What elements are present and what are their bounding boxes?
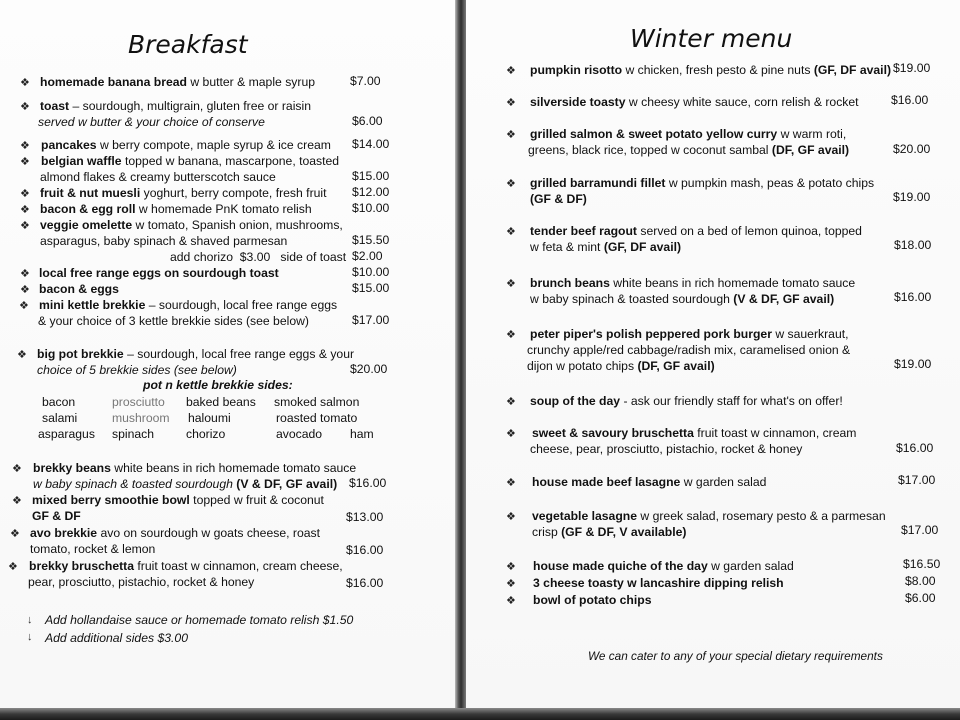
menu-item: fruit & nut muesli yoghurt, berry compote, fresh fruit [40,186,327,200]
menu-item: grilled barramundi fillet w pumpkin mash, peas & potato chips [530,176,875,190]
item-price: $16.00 [891,93,929,107]
bullet-icon: ❖ [506,511,516,523]
item-price: $6.00 [352,114,383,128]
dietary-note: We can cater to any of your special dietary requirements [588,649,883,663]
item-desc: pear, prosciutto, pistachio, rocket & honey [28,575,255,589]
menu-item: silverside toasty w cheesy white sauce, corn relish & rocket [530,95,859,109]
menu-item: mini kettle brekkie – sourdough, local free range eggs [39,298,338,312]
bullet-icon: ❖ [506,595,516,607]
bullet-icon: ❖ [20,284,30,296]
item-price: $17.00 [898,473,936,487]
table-edge [0,708,960,720]
bullet-icon: ❖ [20,204,30,216]
side-item: chorizo [186,427,226,441]
item-desc: w baby spinach & toasted sourdough (V & DF, GF avail) [530,292,835,306]
item-price: $16.00 [346,576,384,590]
item-desc: (GF & DF) [530,192,587,206]
menu-item: big pot brekkie – sourdough, local free range eggs & your [37,347,355,361]
side-item: prosciutto [112,395,165,409]
bullet-icon: ❖ [506,129,516,141]
bullet-icon: ❖ [506,561,516,573]
menu-item: house made quiche of the day w garden salad [533,559,794,573]
item-desc: greens, black rice, topped w coconut sambal (DF, GF avail) [528,143,850,157]
bullet-icon: ❖ [19,300,29,312]
item-price: $10.00 [352,265,390,279]
winter-menu-title: Winter menu [630,24,793,53]
item-desc: almond flakes & creamy butterscotch sauce [40,170,276,184]
bullet-icon: ❖ [10,528,20,540]
bullet-icon: ❖ [20,188,30,200]
bullet-icon: ❖ [506,65,516,77]
item-desc: choice of 5 brekkie sides (see below) [37,363,237,377]
item-price: $17.00 [901,523,939,537]
side-item: ham [350,427,374,441]
menu-item: pumpkin risotto w chicken, fresh pesto & pine nuts (GF, DF avail) [530,63,892,77]
item-price: $16.00 [894,290,932,304]
bullet-icon: ❖ [506,396,516,408]
item-desc: GF & DF [32,509,81,523]
menu-item: mixed berry smoothie bowl topped w fruit & coconut [32,493,324,507]
item-price: $14.00 [352,137,390,151]
item-price: $15.50 [352,233,390,247]
item-price: $17.00 [352,313,390,327]
menu-item: bacon & eggs [39,282,119,296]
bullet-icon: ❖ [12,495,22,507]
bullet-icon: ❖ [12,463,22,475]
item-desc: w baby spinach & toasted sourdough (V & DF, GF avail) [33,477,338,491]
bullet-icon: ❖ [20,156,30,168]
menu-item: soup of the day - ask our friendly staff for what's on offer! [530,394,843,408]
menu-item: veggie omelette w tomato, Spanish onion, mushrooms, [40,218,343,232]
menu-item: sweet & savoury bruschetta fruit toast w cinnamon, cream [532,426,857,440]
side-item: baked beans [186,395,256,409]
bullet-icon: ❖ [20,268,30,280]
bullet-icon: ❖ [8,561,18,573]
item-price: $2.00 [352,249,383,263]
winter-menu-page [466,0,960,708]
side-item: salami [42,411,78,425]
menu-item: bowl of potato chips [533,593,652,607]
menu-item: vegetable lasagne w greek salad, rosemary pesto & a parmesan [532,509,886,523]
bullet-icon: ❖ [506,97,516,109]
bullet-icon: ❖ [506,329,516,341]
item-price: $13.00 [346,510,384,524]
bullet-icon: ❖ [506,578,516,590]
menu-item: brunch beans white beans in rich homemade tomato sauce [530,276,856,290]
item-price: $16.00 [346,543,384,557]
side-item: asparagus [38,427,95,441]
item-desc: served w butter & your choice of conserve [38,115,265,129]
bullet-icon: ❖ [506,226,516,238]
menu-item: toast – sourdough, multigrain, gluten free or raisin [40,99,311,113]
item-desc: dijon w potato chips (DF, GF avail) [527,359,715,373]
bullet-icon: ❖ [506,477,516,489]
bullet-icon: ❖ [506,278,516,290]
menu-item: pancakes w berry compote, maple syrup & ice cream [41,138,331,152]
side-item: smoked salmon [274,395,360,409]
addon-note: Add additional sides $3.00 [45,631,188,645]
item-price: $10.00 [352,201,390,215]
bullet-icon: ❖ [20,220,30,232]
item-price: $19.00 [893,61,931,75]
sides-title: pot n kettle brekkie sides: [143,378,293,392]
menu-item: local free range eggs on sourdough toast [39,266,279,280]
item-price: $16.00 [896,441,934,455]
item-price: $19.00 [894,357,932,371]
menu-item: 3 cheese toasty w lancashire dipping relish [533,576,784,590]
item-desc: & your choice of 3 kettle brekkie sides (see below) [38,314,309,328]
bullet-icon: ❖ [20,101,30,113]
breakfast-title: Breakfast [128,30,248,59]
arrow-down-icon: ↓ [27,631,33,643]
menu-item: belgian waffle topped w banana, mascarpone, toasted [41,154,340,168]
item-price: $7.00 [350,74,381,88]
item-price: $20.00 [893,142,931,156]
item-price: $12.00 [352,185,390,199]
item-desc: crisp (GF & DF, V available) [532,525,687,539]
item-price: $15.00 [352,281,390,295]
menu-item: grilled salmon & sweet potato yellow curry w warm roti, [530,127,847,141]
menu-item: peter piper's polish peppered pork burger w sauerkraut, [530,327,849,341]
bullet-icon: ❖ [20,140,30,152]
menu-item: bacon & egg roll w homemade PnK tomato relish [40,202,312,216]
item-price: $8.00 [905,574,936,588]
side-item: haloumi [188,411,231,425]
side-item: bacon [42,395,76,409]
addon-note: Add hollandaise sauce or homemade tomato relish $1.50 [45,613,354,627]
menu-item: brekky beans white beans in rich homemade tomato sauce [33,461,357,475]
item-desc: asparagus, baby spinach & shaved parmesan [40,234,288,248]
item-price: $19.00 [893,190,931,204]
item-desc: w feta & mint (GF, DF avail) [530,240,682,254]
item-price: $20.00 [350,362,388,376]
side-item: roasted tomato [276,411,358,425]
item-desc: tomato, rocket & lemon [30,542,156,556]
item-price: $18.00 [894,238,932,252]
item-desc: crunchy apple/red cabbage/radish mix, caramelised onion & [527,343,851,357]
menu-spine [455,0,466,720]
side-item: mushroom [112,411,170,425]
item-desc: cheese, pear, prosciutto, pistachio, rocket & honey [530,442,803,456]
menu-item: brekky bruschetta fruit toast w cinnamon, cream cheese, [29,559,343,573]
menu-item: homemade banana bread w butter & maple syrup [40,75,316,89]
item-price: $16.00 [349,476,387,490]
item-price: $6.00 [905,591,936,605]
item-extra: add chorizo $3.00 side of toast [170,250,347,264]
bullet-icon: ❖ [20,77,30,89]
menu-item: house made beef lasagne w garden salad [532,475,767,489]
item-price: $16.50 [903,557,941,571]
side-item: avocado [276,427,323,441]
breakfast-page [0,0,455,708]
side-item: spinach [112,427,155,441]
menu-item: avo brekkie avo on sourdough w goats cheese, roast [30,526,320,540]
item-price: $15.00 [352,169,390,183]
arrow-down-icon: ↓ [27,614,33,626]
bullet-icon: ❖ [506,178,516,190]
bullet-icon: ❖ [17,349,27,361]
menu-item: tender beef ragout served on a bed of lemon quinoa, topped [530,224,862,238]
bullet-icon: ❖ [506,428,516,440]
